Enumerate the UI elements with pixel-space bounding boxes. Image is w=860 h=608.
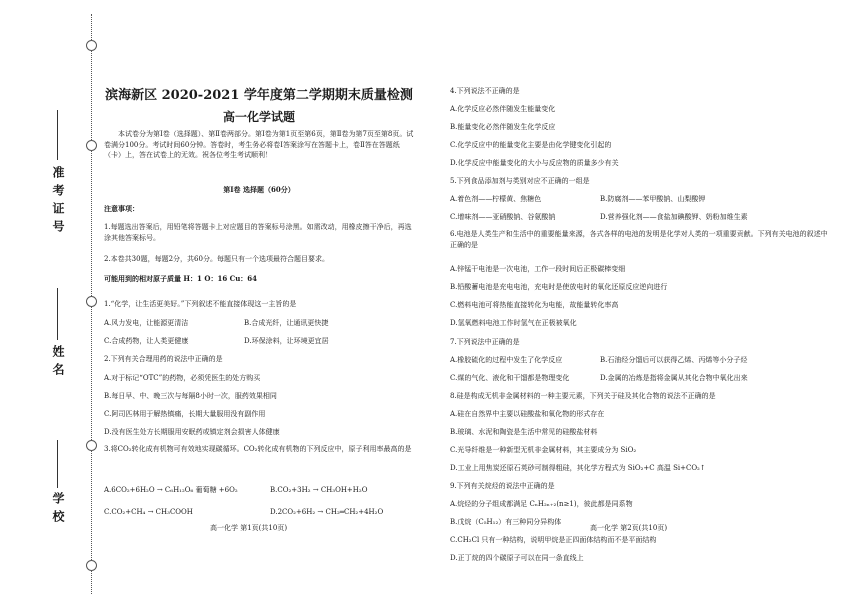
binding-circle — [86, 40, 97, 51]
page-footer-2: 高一化学 第2页(共10页) — [590, 524, 668, 532]
q4-option-a: A.化学反应必然伴随发生能量变化 — [450, 105, 556, 113]
exam-id-fill-line[interactable] — [57, 110, 58, 160]
q5-option-a: A.着色剂——柠檬黄、焦糖色 — [450, 195, 542, 203]
question-2: 2.下列有关合理用药的说法中正确的是 — [104, 355, 223, 363]
q8-option-c: C.光导纤维是一种新型无机非金属材料，其主要成分为 SiO₂ — [450, 446, 637, 454]
q5-option-c: C.增味剂——亚硝酸钠、谷氨酸钠 — [450, 213, 556, 221]
q7-option-c: C.煤的气化、液化和干馏都是物理变化 — [450, 374, 570, 382]
question-6: 6.电池是人类生产和生活中的重要能量来源，各式各样的电池的发明是化学对人类的一项重要贡献。下列有关电池的叙述中正确的是 — [450, 230, 828, 249]
q1-option-b: B.合成光纤，让通讯更快捷 — [244, 319, 329, 327]
q9-option-b: B.戊烷（C₅H₁₂）有三种同分异构体 — [450, 518, 562, 526]
binding-circle — [86, 140, 97, 151]
exam-title: 滨海新区 2020-2021 学年度第二学期期末质量检测 — [105, 88, 413, 103]
notes-heading: 注意事项： — [104, 204, 139, 213]
q7-option-b: B.石油经分馏后可以获得乙烯、丙烯等小分子烃 — [600, 356, 748, 364]
exam-id-label: 准考证号 — [51, 166, 65, 238]
binding-circle — [86, 560, 97, 571]
page-2 — [450, 0, 830, 608]
q9-option-d: D.正丁烷的四个碳原子可以在同一条直线上 — [450, 554, 584, 562]
q3-option-a: A.6CO₂+6H₂O → C₆H₁₂O₆ 葡萄糖 +6O₂ — [104, 486, 238, 494]
q2-option-d: D.没有医生处方长期服用安眠药或镇定剂会损害人体健康 — [104, 428, 280, 436]
school-fill-line[interactable] — [57, 440, 58, 488]
atomic-mass-line: 可能用到的相对原子质量 H：1 O：16 Cu：64 — [104, 274, 258, 283]
page-footer: 高一化学 第1页(共10页) — [210, 524, 288, 532]
q3-option-c: C.CO₂+CH₄ → CH₃COOH — [104, 508, 193, 516]
intro-paragraph: 本试卷分为第Ⅰ卷（选择题）、第Ⅱ卷两部分。第Ⅰ卷为第1页至第6页，第Ⅱ卷为第7页至第8页。试卷满分100分。考试时间60分钟。答卷时，考生务必将卷Ⅰ答案涂写在答题卡上，卷Ⅱ答在答题纸（卡）上，答在试卷上的无效。祝各位考生考试顺利！ — [104, 130, 414, 159]
question-5: 5.下列食品添加剂与类别对应不正确的一组是 — [450, 177, 590, 185]
q1-option-c: C.合成药物，让人类更健康 — [104, 337, 189, 345]
q5-option-b: B.防腐剂——苯甲酸钠、山梨酸钾 — [600, 195, 706, 203]
q9-option-c: C.CH₂Cl 只有一种结构，说明甲烷是正四面体结构而不是平面结构 — [450, 536, 657, 544]
note-2: 2.本卷共30题，每题2分，共60分。每题只有一个选项最符合题目要求。 — [104, 255, 329, 263]
q2-option-c: C.阿司匹林用于解热镇痛，长期大量服用没有副作用 — [104, 410, 266, 418]
school-label: 学校 — [51, 492, 65, 528]
q3-option-d: D.2CO₂+6H₂ → CH₂═CH₂+4H₂O — [270, 508, 384, 516]
exam-subtitle: 高一化学试题 — [222, 110, 295, 124]
question-9: 9.下列有关烷烃的说法中正确的是 — [450, 482, 555, 490]
question-4: 4.下列说法不正确的是 — [450, 87, 520, 95]
q6-option-a: A.锌锰干电池是一次电池，工作一段时间后正极碳棒变细 — [450, 265, 626, 273]
q6-option-d: D.氢氧燃料电池工作时氢气在正极被氧化 — [450, 319, 577, 327]
question-7: 7.下列说法中正确的是 — [450, 338, 520, 346]
q9-option-a: A.烷烃的分子组成都满足 CₙH₂ₙ₊₂(n≥1)，彼此都是同系物 — [450, 500, 633, 508]
q8-option-a: A.硅在自然界中主要以硅酸盐和氧化物的形式存在 — [450, 410, 605, 418]
q3-option-b: B.CO₂+3H₂ → CH₃OH+H₂O — [270, 486, 368, 494]
q6-option-c: C.燃料电池可将热能直接转化为电能，故能量转化率高 — [450, 301, 619, 309]
q5-option-d: D.营养强化剂——食盐加碘酸钾、奶粉加维生素 — [600, 213, 748, 221]
binding-margin — [0, 0, 92, 608]
q8-option-b: B.玻璃、水泥和陶瓷是生活中常见的硅酸盐材料 — [450, 428, 598, 436]
q4-option-b: B.能量变化必然伴随发生化学反应 — [450, 123, 556, 131]
q8-option-d: D.工业上用焦炭还原石英砂可制得粗硅，其化学方程式为 SiO₂+C 高温 Si+CO₂↑ — [450, 464, 706, 472]
question-1: 1.“化学，让生活更美好。”下列叙述不能直接体现这一主旨的是 — [104, 300, 297, 308]
q7-option-a: A.橡胶硫化的过程中发生了化学反应 — [450, 356, 563, 364]
name-label: 姓名 — [51, 345, 65, 381]
q1-option-d: D.环保涂料，让环境更宜居 — [244, 337, 329, 345]
name-fill-line[interactable] — [57, 288, 58, 340]
question-8: 8.硅是构成无机非金属材料的一种主要元素，下列关于硅及其化合物的说法不正确的是 — [450, 392, 716, 400]
binding-circle — [86, 440, 97, 451]
q2-option-a: A.对于标记“OTC”的药物，必须凭医生的处方购买 — [104, 374, 261, 382]
section-heading: 第Ⅰ卷 选择题（60分） — [223, 185, 295, 194]
q4-option-d: D.化学反应中能量变化的大小与反应物的质量多少有关 — [450, 159, 619, 167]
q6-option-b: B.铅酸蓄电池是充电电池，充电时是使放电时的氧化还原反应逆向进行 — [450, 283, 668, 291]
q7-option-d: D.金属的冶炼是指将金属从其化合物中氧化出来 — [600, 374, 748, 382]
binding-circle — [86, 296, 97, 307]
question-3: 3.将CO₂转化成有机物可有效地实现碳循环。CO₂转化成有机物的下列反应中，原子利用率最高的是 — [104, 445, 412, 453]
q1-option-a: A.风力发电，让能源更清洁 — [104, 319, 189, 327]
q2-option-b: B.每日早、中、晚三次与每隔8小时一次，服药效果相同 — [104, 392, 277, 400]
q4-option-c: C.化学反应中的能量变化主要是由化学键变化引起的 — [450, 141, 612, 149]
page-1 — [100, 0, 418, 608]
note-1: 1.每题选出答案后，用铅笔将答题卡上对应题目的答案标号涂黑。如需改动，用橡皮擦干净后，再选涂其他答案标号。 — [104, 223, 412, 242]
